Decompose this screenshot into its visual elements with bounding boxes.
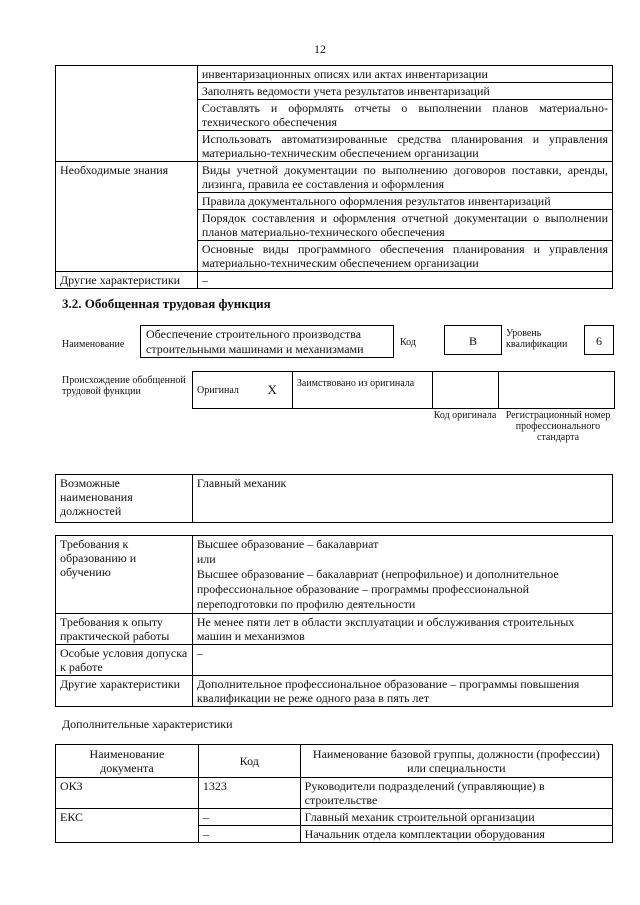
name-cell: Главный механик строительной организации [300, 809, 612, 826]
education-line: или [196, 552, 216, 566]
admission-label: Особые условия допуска к работе [56, 645, 193, 676]
requirements-table [55, 535, 613, 707]
table-row [56, 809, 613, 826]
table-cell-skill: Составлять и оформлять отчеты о выполнении планов материально-технического обеспечения [197, 100, 612, 131]
section-title: 3.2. Обобщенная трудовая функция [62, 296, 271, 311]
other-characteristics-value: – [197, 272, 612, 289]
doc-cell: ОКЗ [56, 778, 199, 809]
table-row [56, 475, 613, 523]
header-document: Наименование документа [56, 745, 199, 778]
name-cell: Руководители подразделений (управляющие) в строительстве [300, 778, 612, 809]
code-cell: – [198, 826, 300, 843]
origin-reg-cell [499, 372, 615, 409]
additional-table [55, 744, 613, 843]
top-skills-table [55, 65, 613, 289]
education-value [192, 536, 612, 614]
code-value: B [468, 334, 477, 348]
borrowed-label: Заимствовано из оригинала [292, 372, 432, 409]
table-cell-skill: Заполнять ведомости учета результатов инвентаризаций [197, 83, 612, 100]
reg-caption: Регистрационный номер профессионального стандарта [505, 410, 611, 443]
table-cell-knowledge: Основные виды программного обеспечения планирования и управления материально-техническим обеспечением организации [197, 241, 612, 272]
name-cell: Начальник отдела комплектации оборудования [300, 826, 612, 843]
origin-table [192, 371, 615, 409]
table-row [56, 536, 613, 614]
table-cell-knowledge: Правила документального оформления результатов инвентаризаций [197, 193, 612, 210]
name-label: Наименование [62, 339, 125, 350]
table-row [56, 778, 613, 809]
experience-label: Требования к опыту практической работы [56, 614, 193, 645]
other-label: Другие характеристики [56, 676, 193, 707]
level-value: 6 [596, 334, 602, 348]
additional-title: Дополнительные характеристики [62, 717, 233, 731]
origin-code-cell [432, 372, 499, 409]
positions-value: Главный механик [192, 475, 612, 523]
page-number: 12 [314, 42, 326, 56]
table-row [56, 66, 613, 83]
header-name: Наименование базовой группы, должности (профессии) или специальности [300, 745, 612, 778]
header-code: Код [198, 745, 300, 778]
original-mark: X [252, 372, 292, 409]
table-row [56, 676, 613, 707]
level-box [584, 325, 614, 355]
positions-label: Возможные наименования должностей [56, 475, 193, 523]
code-caption: Код оригинала [433, 410, 497, 421]
table-cell-knowledge: Порядок составления и оформления отчетной документации о выполнении планов материально-технического обеспечения [197, 210, 612, 241]
table-row [56, 272, 613, 289]
table-row [56, 614, 613, 645]
admission-value: – [192, 645, 612, 676]
table-cell-skill: инвентаризационных описях или актах инвентаризации [197, 66, 612, 83]
code-box [444, 325, 502, 355]
origin-label: Происхождение обобщенной трудовой функции [62, 375, 186, 397]
original-label: Оригинал [193, 372, 253, 409]
education-line: Высшее образование – бакалавриат [196, 537, 379, 551]
doc-cell: ЕКС [56, 809, 199, 843]
experience-value: Не менее пяти лет в области эксплуатации и обслуживания строительных машин и механизмов [192, 614, 612, 645]
positions-table [55, 474, 613, 523]
table-header-row [56, 745, 613, 778]
other-characteristics-label: Другие характеристики [56, 272, 198, 289]
function-name-value: Обеспечение строительного производства строительными машинами и механизмами [146, 327, 364, 356]
table-cell-skill: Использовать автоматизированные средства планирования и управления материально-техническим обеспечением организации [197, 131, 612, 162]
code-cell: 1323 [198, 778, 300, 809]
function-name-box [140, 325, 394, 358]
table-row [56, 162, 613, 193]
table-row [56, 645, 613, 676]
other-value: Дополнительное профессиональное образование – программы повышения квалификации не реже одного раза в пять лет [192, 676, 612, 707]
code-cell: – [198, 809, 300, 826]
table-row [193, 372, 615, 409]
table-cell-left [56, 66, 198, 162]
code-label: Код [400, 337, 416, 348]
education-line: Высшее образование – бакалавриат (непрофильное) и дополнительное профессиональное образование – программы профессиональной переподготовки по профилю деятельности [196, 567, 559, 611]
table-cell-knowledge: Виды учетной документации по выполнению договоров поставки, аренды, лизинга, правила ее составления и оформления [197, 162, 612, 193]
education-label: Требования к образованию и обучению [56, 536, 193, 614]
knowledge-label: Необходимые знания [56, 162, 198, 272]
level-label: Уровень квалификации [506, 328, 568, 350]
